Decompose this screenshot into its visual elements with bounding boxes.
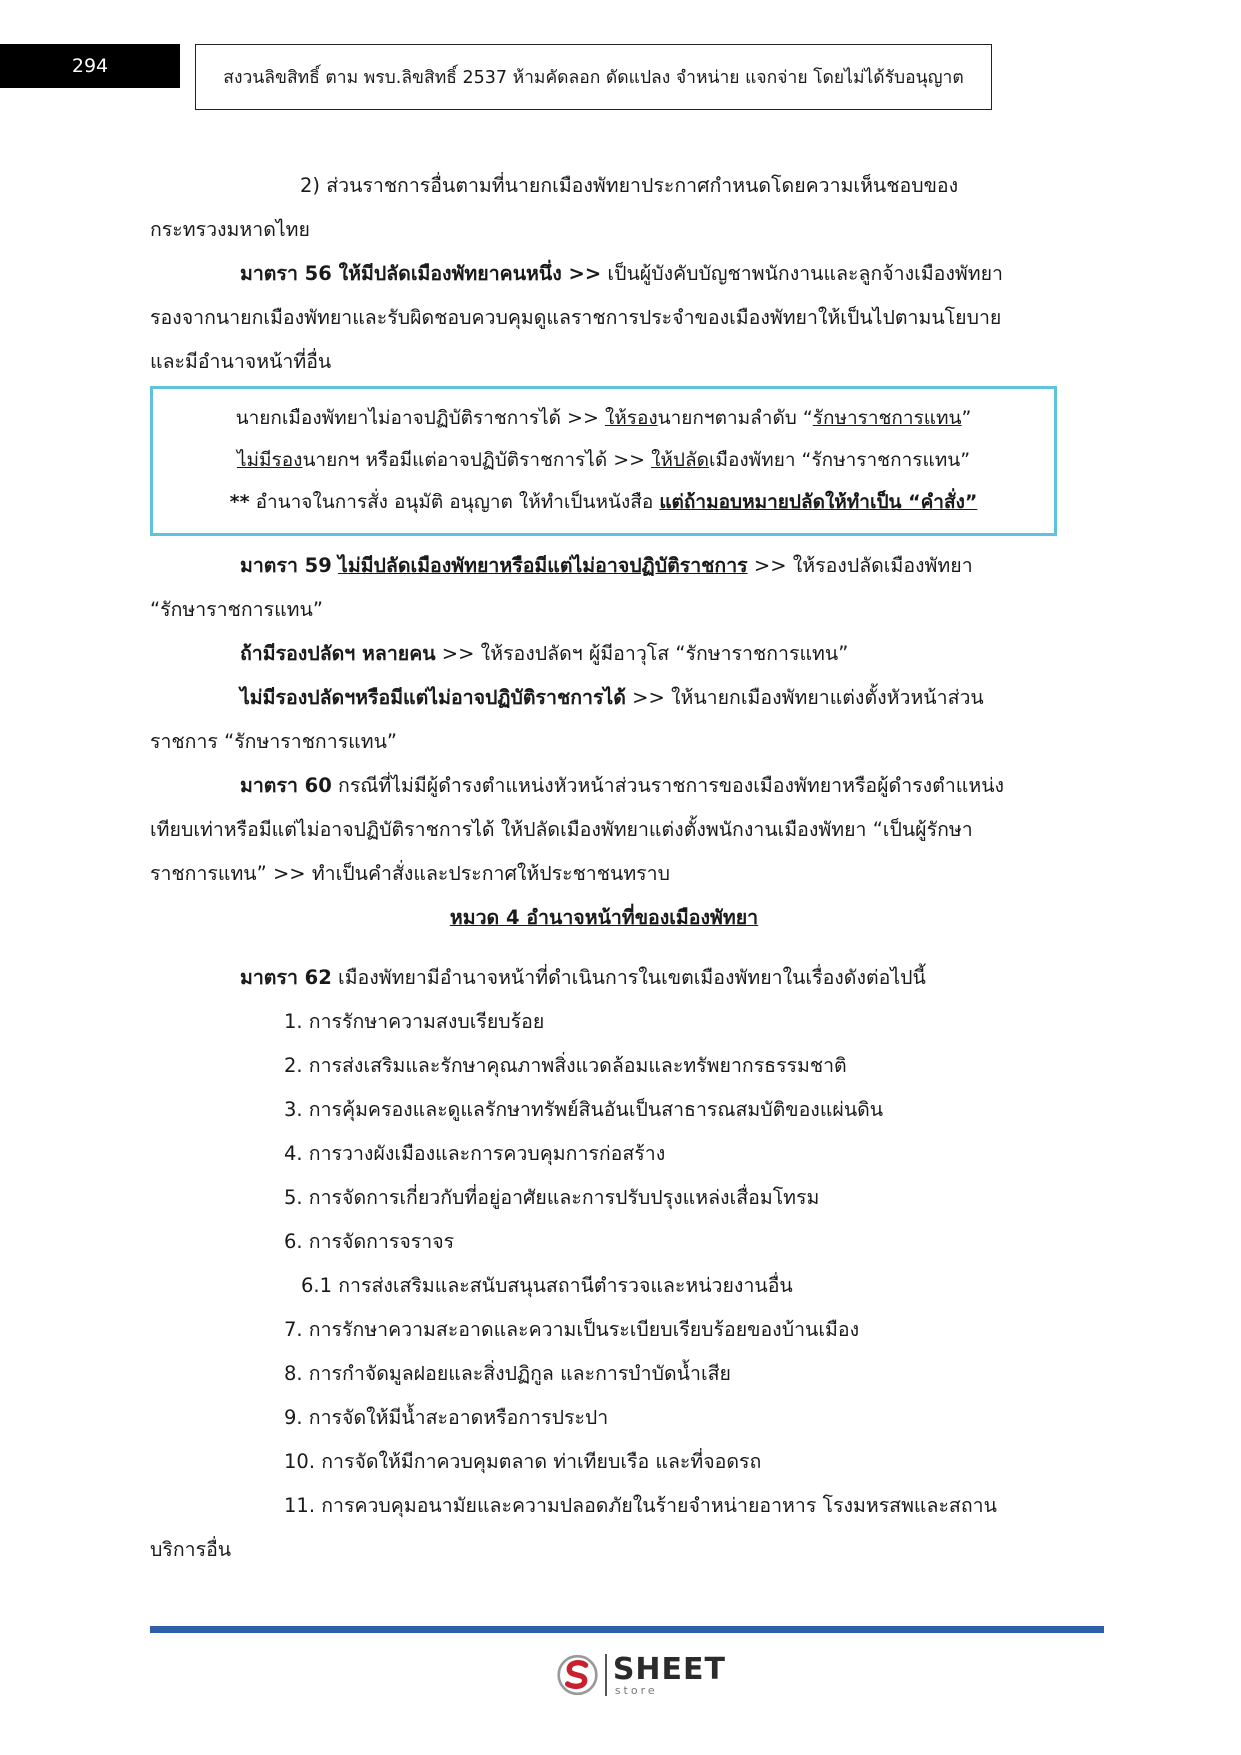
callout-underline: ไม่มีรอง [236,449,303,471]
section-59-title: มาตรา 59 [240,554,332,577]
section-62-title: มาตรา 62 [240,966,332,989]
paragraph-text: >> ให้นายกเมืองพัทยาแต่งตั้งหัวหน้าส่วน [625,686,984,709]
section-62-text: เมืองพัทยามีอำนาจหน้าที่ดำเนินการในเขตเมืองพัทยาในเรื่องดังต่อไปนี้ [331,966,926,989]
list-item: 7. การรักษาความสะอาดและความเป็นระเบียบเรียบร้อยของบ้านเมือง [284,1318,860,1341]
paragraph-line: กระทรวงมหาดไทย [150,218,310,241]
section-60-heading [150,764,1058,808]
page-number: 294 [0,44,180,88]
callout-text: นายกฯตามลำดับ “ [657,407,813,429]
paragraph-line: “รักษาราชการแทน” [150,598,323,621]
paragraph-line: และมีอำนาจหน้าที่อื่น [150,350,332,373]
list-item: 9. การจัดให้มีน้ำสะอาดหรือการประปา [284,1406,609,1429]
paragraph-line: รองจากนายกเมืองพัทยาและรับผิดชอบควบคุมดูแลราชการประจำของเมืองพัทยาให้เป็นไปตามนโยบาย [150,306,1002,329]
list-item: 5. การจัดการเกี่ยวกับที่อยู่อาศัยและการปรับปรุงแหล่งเสื่อมโทรม [284,1186,820,1209]
logo-subword: store [614,1683,658,1697]
paragraph-line [150,676,1058,720]
list-item: 10. การจัดให้มีกาควบคุมตลาด ท่าเทียบเรือ และที่จอดรถ [284,1450,762,1473]
callout-underline: รักษาราชการแทน [812,407,962,429]
footer-rule [150,1626,1104,1633]
sheet-store-logo [556,1650,726,1700]
section-56-text: เป็นผู้บังคับบัญชาพนักงานและลูกจ้างเมืองพัทยา [601,262,1003,285]
list-item: 6. การจัดการจราจร [284,1230,455,1253]
section-60-text: กรณีที่ไม่มีผู้ดำรงตำแหน่งหัวหน้าส่วนราชการของเมืองพัทยาหรือผู้ดำรงตำแหน่ง [331,774,1005,797]
callout-underline: ให้ปลัด [651,449,709,471]
callout-underline: ให้รอง [604,407,658,429]
bold-phrase: ไม่มีรองปลัดฯหรือมีแต่ไม่อาจปฏิบัติราชการได้ [240,686,626,709]
paragraph-line: 2) ส่วนราชการอื่นตามที่นายกเมืองพัทยาประกาศกำหนดโดยความเห็นชอบของ [300,174,959,197]
list-sub-item: 6.1 การส่งเสริมและสนับสนุนสถานีตำรวจและหน่วยงานอื่น [301,1274,793,1297]
paragraph-line: บริการอื่น [150,1538,232,1561]
section-59-text: >> ให้รองปลัดเมืองพัทยา [747,554,973,577]
section-59-heading [150,544,1058,588]
paragraph-line: เทียบเท่าหรือมีแต่ไม่อาจปฏิบัติราชการได้ ให้ปลัดเมืองพัทยาแต่งตั้งพนักงานเมืองพัทยา “เป็นผู้รักษา [150,818,973,841]
callout-text: อำนาจในการสั่ง อนุมัติ อนุญาต ให้ทำเป็นหนังสือ [249,491,660,513]
list-item: 1. การรักษาความสงบเรียบร้อย [284,1010,545,1033]
section-60-title: มาตรา 60 [240,774,332,797]
sheet-logo-icon [556,1651,599,1699]
callout-text: เมืองพัทยา “รักษาราชการแทน” [708,449,971,471]
paragraph-line [150,632,1058,676]
paragraph-line: ราชการ “รักษาราชการแทน” [150,730,398,753]
logo-separator [605,1654,607,1696]
bold-phrase: ถ้ามีรองปลัดฯ หลายคน [240,642,436,665]
copyright-notice: สงวนลิขสิทธิ์ ตาม พรบ.ลิขสิทธิ์ 2537 ห้ามคัดลอก ดัดแปลง จำหน่าย แจกจ่าย โดยไม่ได้รับอนุญาต [223,68,964,88]
callout-bold: ** [229,491,250,513]
callout-text: ” [961,407,972,429]
section-59-condition: ไม่มีปลัดเมืองพัทยาหรือมีแต่ไม่อาจปฏิบัติราชการ [338,554,748,577]
paragraph-line: ราชการแทน” >> ทำเป็นคำสั่งและประกาศให้ประชาชนทราบ [150,862,670,885]
section-56-heading [150,252,1058,296]
chapter-title: หมวด 4 อำนาจหน้าที่ของเมืองพัทยา [449,906,759,929]
callout-line [153,439,1054,481]
callout-text: นายกฯ หรือมีแต่อาจปฏิบัติราชการได้ >> [302,449,652,471]
list-item: 11. การควบคุมอนามัยและความปลอดภัยในร้ายจำหน่ายอาหาร โรงมหรสพและสถาน [284,1494,997,1517]
callout-bold-underline: แต่ถ้ามอบหมายปลัดให้ทำเป็น “คำสั่ง” [659,491,978,513]
chapter-heading [150,896,1058,956]
section-56-title: มาตรา 56 ให้มีปลัดเมืองพัทยาคนหนึ่ง >> [240,262,602,285]
callout-text: นายกเมืองพัทยาไม่อาจปฏิบัติราชการได้ >> [235,407,605,429]
paragraph-text: >> ให้รองปลัดฯ ผู้มีอาวุโส “รักษาราชการแทน” [435,642,849,665]
list-item: 3. การคุ้มครองและดูแลรักษาทรัพย์สินอันเป็นสาธารณสมบัติของแผ่นดิน [284,1098,884,1121]
list-item: 8. การกำจัดมูลฝอยและสิ่งปฏิกูล และการบำบัดน้ำเสีย [284,1362,731,1385]
section-62-heading [150,956,1058,1000]
list-item: 2. การส่งเสริมและรักษาคุณภาพสิ่งแวดล้อมและทรัพยากรธรรมชาติ [284,1054,847,1077]
logo-word: SHEET [612,1651,726,1687]
copyright-header [195,44,992,110]
summary-callout-box [150,386,1057,536]
callout-line [153,397,1054,439]
list-item: 4. การวางผังเมืองและการควบคุมการก่อสร้าง [284,1142,666,1165]
logo-text [612,1651,726,1697]
callout-line [153,481,1054,523]
document-body [150,164,1058,1572]
